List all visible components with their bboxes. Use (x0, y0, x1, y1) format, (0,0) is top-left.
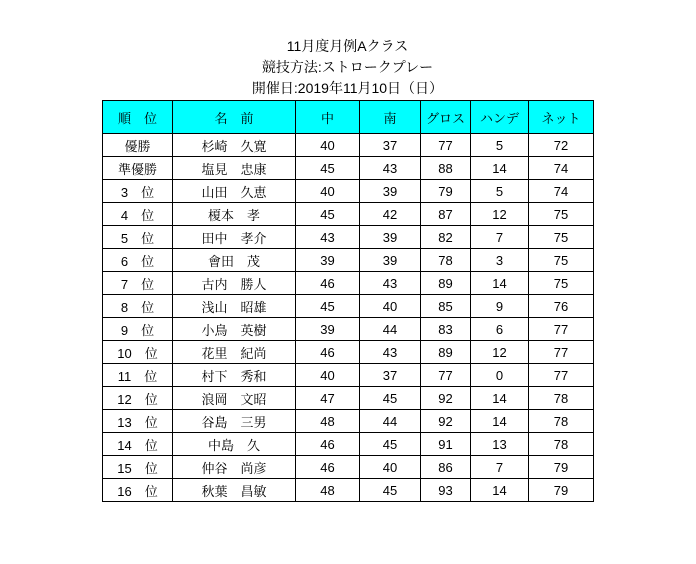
cell-name: 塩見 忠康 (173, 157, 296, 180)
cell-handicap: 12 (471, 203, 529, 226)
cell-minami: 39 (360, 249, 421, 272)
table-row (103, 318, 594, 341)
cell-minami: 44 (360, 318, 421, 341)
cell-net: 75 (529, 203, 594, 226)
cell-gross: 86 (421, 456, 471, 479)
cell-minami: 39 (360, 226, 421, 249)
cell-naka: 45 (296, 203, 360, 226)
cell-naka: 46 (296, 433, 360, 456)
cell-name: 山田 久恵 (173, 180, 296, 203)
cell-net: 77 (529, 341, 594, 364)
cell-rank: 4 位 (103, 203, 173, 226)
cell-gross: 77 (421, 134, 471, 157)
cell-handicap: 14 (471, 479, 529, 502)
cell-minami: 43 (360, 341, 421, 364)
cell-handicap: 3 (471, 249, 529, 272)
cell-name: 花里 紀尚 (173, 341, 296, 364)
cell-gross: 92 (421, 410, 471, 433)
table-row (103, 456, 594, 479)
header-row (103, 101, 594, 134)
cell-minami: 37 (360, 364, 421, 387)
cell-handicap: 9 (471, 295, 529, 318)
cell-rank: 13 位 (103, 410, 173, 433)
cell-minami: 42 (360, 203, 421, 226)
cell-rank: 7 位 (103, 272, 173, 295)
cell-handicap: 7 (471, 456, 529, 479)
cell-rank: 6 位 (103, 249, 173, 272)
title-date: 開催日:2019年11月10日（日） (251, 80, 444, 96)
cell-handicap: 6 (471, 318, 529, 341)
cell-minami: 37 (360, 134, 421, 157)
cell-name: 仲谷 尚彦 (173, 456, 296, 479)
cell-naka: 40 (296, 364, 360, 387)
cell-minami: 44 (360, 410, 421, 433)
cell-name: 榎本 孝 (173, 203, 296, 226)
cell-gross: 83 (421, 318, 471, 341)
cell-gross: 78 (421, 249, 471, 272)
table-row (103, 295, 594, 318)
table-row (103, 341, 594, 364)
table-row (103, 410, 594, 433)
cell-net: 72 (529, 134, 594, 157)
column-header-naka: 中 (296, 101, 360, 134)
cell-handicap: 5 (471, 134, 529, 157)
cell-minami: 39 (360, 180, 421, 203)
cell-rank: 準優勝 (103, 157, 173, 180)
cell-gross: 77 (421, 364, 471, 387)
cell-name: 浅山 昭雄 (173, 295, 296, 318)
cell-handicap: 7 (471, 226, 529, 249)
cell-rank: 15 位 (103, 456, 173, 479)
cell-minami: 45 (360, 387, 421, 410)
cell-naka: 46 (296, 456, 360, 479)
cell-net: 75 (529, 272, 594, 295)
cell-naka: 40 (296, 134, 360, 157)
cell-naka: 40 (296, 180, 360, 203)
cell-gross: 79 (421, 180, 471, 203)
cell-gross: 89 (421, 272, 471, 295)
page-titles (102, 36, 593, 99)
cell-naka: 47 (296, 387, 360, 410)
table-row (103, 249, 594, 272)
cell-name: 谷島 三男 (173, 410, 296, 433)
cell-gross: 91 (421, 433, 471, 456)
results-body (103, 134, 594, 502)
cell-net: 78 (529, 410, 594, 433)
cell-gross: 87 (421, 203, 471, 226)
cell-rank: 9 位 (103, 318, 173, 341)
table-row (103, 433, 594, 456)
cell-naka: 43 (296, 226, 360, 249)
cell-naka: 45 (296, 157, 360, 180)
cell-net: 79 (529, 479, 594, 502)
cell-minami: 43 (360, 157, 421, 180)
cell-naka: 48 (296, 479, 360, 502)
cell-rank: 16 位 (103, 479, 173, 502)
column-header-net: ネット (529, 101, 594, 134)
column-header-handicap: ハンデ (471, 101, 529, 134)
cell-net: 77 (529, 318, 594, 341)
cell-naka: 48 (296, 410, 360, 433)
cell-name: 田中 孝介 (173, 226, 296, 249)
cell-name: 杉崎 久寛 (173, 134, 296, 157)
table-row (103, 203, 594, 226)
cell-rank: 12 位 (103, 387, 173, 410)
cell-minami: 45 (360, 433, 421, 456)
cell-net: 79 (529, 456, 594, 479)
cell-rank: 5 位 (103, 226, 173, 249)
table-row (103, 272, 594, 295)
cell-name: 小鳥 英樹 (173, 318, 296, 341)
cell-net: 74 (529, 157, 594, 180)
cell-handicap: 5 (471, 180, 529, 203)
cell-name: 浪岡 文昭 (173, 387, 296, 410)
cell-naka: 46 (296, 341, 360, 364)
cell-net: 75 (529, 249, 594, 272)
cell-rank: 10 位 (103, 341, 173, 364)
cell-gross: 93 (421, 479, 471, 502)
title-event: 11月度月例Aクラス (286, 38, 409, 54)
column-header-minami: 南 (360, 101, 421, 134)
cell-name: 村下 秀和 (173, 364, 296, 387)
cell-naka: 39 (296, 249, 360, 272)
cell-handicap: 14 (471, 387, 529, 410)
table-row (103, 479, 594, 502)
cell-net: 77 (529, 364, 594, 387)
cell-rank: 優勝 (103, 134, 173, 157)
results-table (102, 100, 594, 502)
cell-naka: 39 (296, 318, 360, 341)
cell-gross: 89 (421, 341, 471, 364)
cell-rank: 8 位 (103, 295, 173, 318)
column-header-rank: 順 位 (103, 101, 173, 134)
cell-rank: 11 位 (103, 364, 173, 387)
table-row (103, 226, 594, 249)
cell-gross: 85 (421, 295, 471, 318)
cell-net: 76 (529, 295, 594, 318)
cell-gross: 82 (421, 226, 471, 249)
cell-naka: 45 (296, 295, 360, 318)
cell-handicap: 14 (471, 272, 529, 295)
cell-net: 74 (529, 180, 594, 203)
cell-naka: 46 (296, 272, 360, 295)
cell-gross: 88 (421, 157, 471, 180)
cell-minami: 40 (360, 456, 421, 479)
table-row (103, 134, 594, 157)
table-row (103, 364, 594, 387)
cell-rank: 14 位 (103, 433, 173, 456)
table-row (103, 387, 594, 410)
cell-handicap: 14 (471, 157, 529, 180)
cell-name: 古内 勝人 (173, 272, 296, 295)
cell-gross: 92 (421, 387, 471, 410)
cell-name: 會田 茂 (173, 249, 296, 272)
cell-net: 78 (529, 433, 594, 456)
cell-name: 中島 久 (173, 433, 296, 456)
table-row (103, 157, 594, 180)
cell-handicap: 14 (471, 410, 529, 433)
table-row (103, 180, 594, 203)
cell-minami: 45 (360, 479, 421, 502)
cell-handicap: 0 (471, 364, 529, 387)
cell-handicap: 12 (471, 341, 529, 364)
cell-rank: 3 位 (103, 180, 173, 203)
column-header-name: 名 前 (173, 101, 296, 134)
cell-handicap: 13 (471, 433, 529, 456)
cell-name: 秋葉 昌敏 (173, 479, 296, 502)
column-header-gross: グロス (421, 101, 471, 134)
cell-net: 78 (529, 387, 594, 410)
cell-net: 75 (529, 226, 594, 249)
title-method: 競技方法:ストロークプレー (261, 59, 434, 75)
cell-minami: 43 (360, 272, 421, 295)
cell-minami: 40 (360, 295, 421, 318)
